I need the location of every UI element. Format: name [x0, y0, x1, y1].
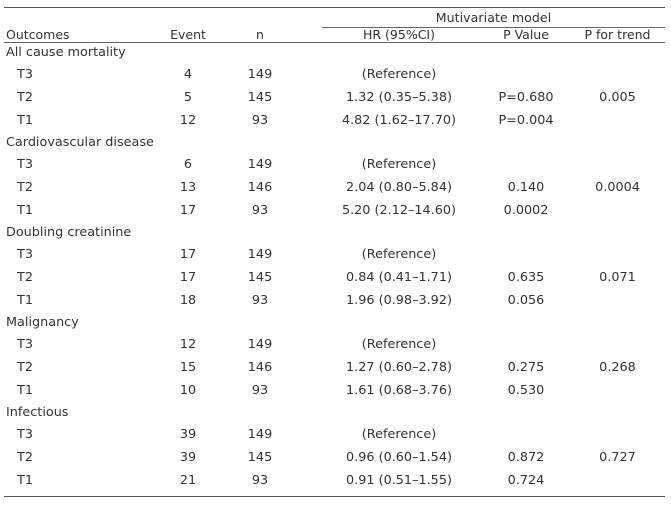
tertile-cell: T2 — [17, 360, 33, 375]
p-trend-cell — [570, 201, 665, 221]
hr-cell: (Reference) — [361, 247, 437, 262]
event-cell: 13 — [179, 180, 197, 195]
event-cell: 39 — [179, 427, 197, 442]
tertile-cell: T3 — [17, 337, 33, 352]
hr-cell: (Reference) — [361, 337, 437, 352]
n-cell: 93 — [251, 473, 269, 488]
p-value-cell — [484, 155, 568, 175]
section-title: Doubling creatinine — [6, 225, 132, 240]
n-cell: 93 — [251, 203, 269, 218]
p-trend-cell — [570, 381, 665, 401]
tertile-cell: T3 — [17, 67, 33, 82]
n-cell: 93 — [251, 113, 269, 128]
hr-cell: 4.82 (1.62–17.70) — [341, 113, 457, 128]
section-title: Infectious — [6, 405, 69, 420]
p-value-cell: 0.056 — [507, 293, 545, 308]
p-value-cell: 0.530 — [507, 383, 545, 398]
n-cell: 145 — [247, 270, 273, 285]
p-value-cell — [484, 245, 568, 265]
hr-cell: 1.61 (0.68–3.76) — [346, 383, 452, 398]
event-cell: 18 — [179, 293, 197, 308]
hr-cell: (Reference) — [361, 157, 437, 172]
section-title: All cause mortality — [6, 45, 126, 60]
p-trend-cell: 0.005 — [599, 90, 636, 105]
n-cell: 149 — [247, 337, 273, 352]
p-trend-cell — [570, 111, 665, 131]
col-header-n: n — [256, 27, 264, 42]
event-cell: 4 — [183, 67, 193, 82]
p-trend-cell — [570, 291, 665, 311]
n-cell: 93 — [251, 383, 269, 398]
event-cell: 17 — [179, 270, 197, 285]
p-value-cell: 0.275 — [507, 360, 545, 375]
hr-cell: 0.84 (0.41–1.71) — [346, 270, 452, 285]
p-trend-cell — [570, 245, 665, 265]
p-trend-cell: 0.727 — [599, 450, 636, 465]
n-cell: 146 — [247, 360, 273, 375]
p-trend-cell — [570, 425, 665, 445]
hr-cell: 5.20 (2.12–14.60) — [341, 203, 457, 218]
p-trend-cell — [570, 471, 665, 491]
n-cell: 93 — [251, 293, 269, 308]
p-trend-cell: 0.071 — [599, 270, 636, 285]
tertile-cell: T1 — [17, 473, 33, 488]
outcomes-table — [4, 7, 665, 497]
n-cell: 146 — [247, 180, 273, 195]
table-top-rule — [4, 7, 665, 8]
p-trend-cell — [570, 335, 665, 355]
p-trend-cell — [570, 155, 665, 175]
hr-cell: 1.96 (0.98–3.92) — [346, 293, 452, 308]
tertile-cell: T2 — [17, 270, 33, 285]
event-cell: 17 — [179, 247, 197, 262]
col-header-p-value: P Value — [503, 27, 549, 42]
tertile-cell: T1 — [17, 383, 33, 398]
section-title: Cardiovascular disease — [6, 135, 154, 150]
event-cell: 21 — [179, 473, 197, 488]
tertile-cell: T2 — [17, 90, 33, 105]
tertile-cell: T3 — [17, 427, 33, 442]
p-trend-cell: 0.0004 — [595, 180, 640, 195]
hr-cell: (Reference) — [361, 67, 437, 82]
hr-cell: 1.32 (0.35–5.38) — [346, 90, 452, 105]
table-bottom-rule — [4, 496, 665, 497]
tertile-cell: T1 — [17, 113, 33, 128]
col-header-p-trend: P for trend — [584, 27, 651, 42]
p-value-cell: 0.724 — [507, 473, 545, 488]
p-value-cell: P=0.004 — [498, 113, 554, 128]
tertile-cell: T1 — [17, 293, 33, 308]
hr-cell: (Reference) — [361, 427, 437, 442]
n-cell: 149 — [247, 247, 273, 262]
section-title: Malignancy — [6, 315, 79, 330]
tertile-cell: T2 — [17, 450, 33, 465]
hr-cell: 0.96 (0.60–1.54) — [346, 450, 452, 465]
p-trend-cell: 0.268 — [599, 360, 636, 375]
hr-cell: 1.27 (0.60–2.78) — [346, 360, 452, 375]
event-cell: 39 — [179, 450, 197, 465]
p-value-cell: 0.872 — [507, 450, 545, 465]
p-value-cell: 0.635 — [507, 270, 545, 285]
event-cell: 12 — [179, 337, 197, 352]
model-group-header: Mutivariate model — [435, 10, 552, 25]
n-cell: 149 — [247, 67, 273, 82]
n-cell: 149 — [247, 427, 273, 442]
tertile-cell: T2 — [17, 180, 33, 195]
p-trend-cell — [570, 65, 665, 85]
col-header-hr: HR (95%CI) — [362, 27, 435, 42]
p-value-cell: 0.0002 — [503, 203, 549, 218]
col-header-event: Event — [170, 27, 206, 42]
event-cell: 15 — [179, 360, 197, 375]
event-cell: 5 — [183, 90, 193, 105]
event-cell: 17 — [179, 203, 197, 218]
n-cell: 145 — [247, 90, 273, 105]
tertile-cell: T3 — [17, 247, 33, 262]
event-cell: 6 — [183, 157, 193, 172]
n-cell: 145 — [247, 450, 273, 465]
n-cell: 149 — [247, 157, 273, 172]
hr-cell: 2.04 (0.80–5.84) — [346, 180, 452, 195]
hr-cell: 0.91 (0.51–1.55) — [346, 473, 452, 488]
event-cell: 12 — [179, 113, 197, 128]
tertile-cell: T3 — [17, 157, 33, 172]
p-value-cell — [484, 65, 568, 85]
tertile-cell: T1 — [17, 203, 33, 218]
event-cell: 10 — [179, 383, 197, 398]
col-header-outcomes: Outcomes — [6, 27, 70, 42]
p-value-cell — [484, 425, 568, 445]
p-value-cell: 0.140 — [507, 180, 545, 195]
p-value-cell — [484, 335, 568, 355]
p-value-cell: P=0.680 — [498, 90, 554, 105]
